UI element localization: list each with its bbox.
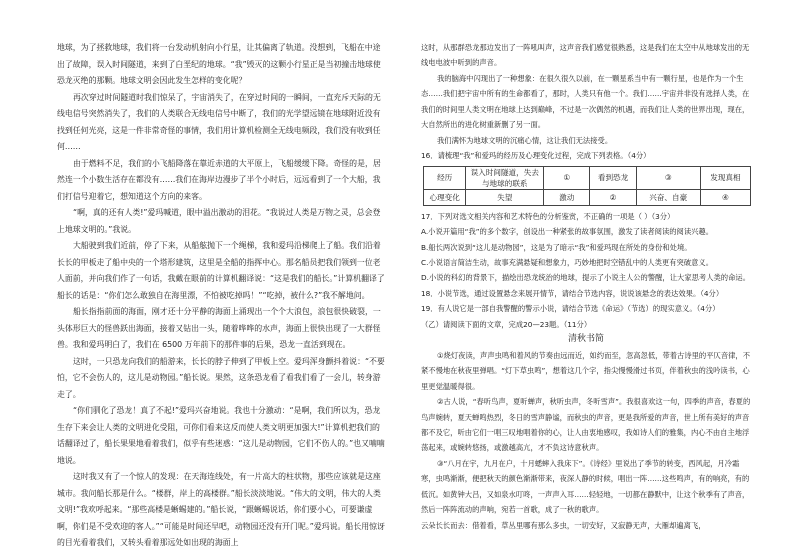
experience-table (423, 166, 751, 206)
paragraph: 船长指指前面的海面，刚才还十分平静的海面上涌现出一个个大浪包，浪包很快破裂，一头体形巨大的怪兽跃出海面，接着又钻出一头，随着哗哗的水声，海面上很快出现了一大群怪兽。我和爱玛明白了，我们在 6500 万年前下的那件事的后果，恐龙一直活到现在。 (57, 307, 381, 349)
paragraph: 云朵长长而去：借着看，草丛里哪有那么多虫，一切安好，又寂静无声，大雁却遍离飞， (421, 520, 706, 530)
paragraph: 我的脑海中闪现出了一种想象：在很久很久以前，在一颗星系当中有一颗行星，也是作为一个生态……我们把宇宙中所有的生命都看了，那时，人类只有他一个。我们……宇宙并非没有选择人类，在我们的时间里人类文明在地球上达到巅峰，不过是一次偶然的机遇，而我们让人类的世界出现，现在，大自然所出的进化树重新删了另一面。 (421, 73, 750, 130)
table-row (424, 189, 751, 205)
table-cell: ① (544, 166, 590, 189)
paragraph: 这时，从那群恐龙那边发出了一阵吼叫声，这声音我们感觉很熟悉，这是我们在太空中从地球发出的无线电电波中听到的声音。 (421, 43, 750, 68)
table-cell: 激动 (544, 189, 590, 205)
essay-title: 清秋书简 (567, 334, 604, 345)
table-cell: 发现真相 (700, 166, 750, 189)
table-cell: 经历 (424, 166, 466, 189)
table-cell: 失望 (466, 189, 544, 205)
option-a: A.小说开篇用“我”的多个数字，创设出一种紧张的故事氛围，激发了读者阅读的阅读兴趣。 (421, 227, 714, 237)
option-b: B.船长两次说到“这儿是动物园”，这是为了暗示“我”和爱玛现在所处的身份和处境。 (421, 242, 692, 252)
paragraph: 再次穿过时间隧道时我们惊呆了，宇宙消失了，在穿过时间的一瞬间，一直充斥天际的无线电信号突然消失了，我们的人类联合无线电信号中断了，我们的光学望远镜在地球附近没有找到任何光亮，这是一件非常奇怪的事情，我们用计算机检测全无线电频段，我们没有收到任何…… (57, 92, 381, 151)
option-c: C.小说语言简洁生动，故事充满悬疑和想象力，巧妙地把时空错乱中的人类更有突破意义。 (421, 257, 713, 267)
paragraph: “啊，真的还有人类!”爱玛喊道，眼中溢出激动的泪花。“我说过人类是万物之灵，总会登上地球文明的。”我说。 (57, 208, 381, 234)
paragraph: ③“八月在宇，九月在户，十月蟋蟀入我床下”。《诗经》里说出了季节的转变，西风起，月冷霜寒，虫鸣渐渐，便把秋天的颜色渐渐带来，夜深人静的时候，唱出一阵……这些鸣声，有的响亮，有的低沉。如黄钟大吕，又如泉水叮咚，一声声入耳……轻轻地，一切都在静默中，让这个秋季有了声音，然后一阵阵流动的声响，宛若一首歌，成了一秋的歌声。 (421, 458, 750, 515)
table-row (424, 166, 751, 189)
left-column (57, 40, 387, 552)
table-cell: 心理变化 (424, 189, 466, 205)
question-19: 19．有人说它是一部自我警醒的警示小说，请结合节选《命运》（节选）的现实意义。（4分） (421, 304, 720, 314)
table-cell: 误入时间隧道，失去与地球的联系 (466, 166, 544, 189)
table-cell: 兴奋、自豪 (636, 189, 700, 205)
question-16: 16．请梳理“我”和爱玛的经历及心理变化过程，完成下列表格。（4分） (421, 151, 651, 161)
paragraph: ②古人说，“春听鸟声，夏听蝉声，秋听虫声，冬听雪声”。我很喜欢这一句，四季的声音，春夏的鸟声婉转，夏天蝉鸣热烈，冬日的雪声静谧，而秋虫的声音，更是我所爱的声音，世上所有美好的声音都不及它，听由它们一唱三叹地唱着你的心，让人由衷地感叹，我如诗人们的雅集，内心不由自主地浮荡起来，或婉转悠扬，或激越高亢，才不负这诗意秋声。 (421, 397, 751, 453)
table-cell: ② (590, 189, 636, 205)
table-cell: ③ (636, 166, 700, 189)
right-column (421, 40, 751, 533)
paragraph: 地球，为了拯救地球，我们将一台发动机射向小行星，让其偏离了轨道。没想到，飞船在中途出了故障，误入时间隧道，来到了白垩纪的地球。“我”毁灭的这颗小行星正是当初撞击地球使恐龙灭绝的那颗。地球文明会因此发生怎样的变化呢？ (57, 43, 381, 85)
table-cell: 看到恐龙 (590, 166, 636, 189)
question-17: 17．下列对选文相关内容和艺术特色的分析鉴赏，不正确的一项是（ ）（3分） (421, 211, 675, 221)
table-cell: ④ (700, 189, 750, 205)
paragraph: 由于燃料不足，我们的小飞船降落在靠近赤道的大平原上，飞船缓缓下降。奇怪的是，居然连一个小数生活存在都没有……我们在海岸边漫步了半个小时后，远远看到了一个大船，我们打信号迎着它，想知道这个方向的来客。 (57, 158, 381, 201)
question-18: 18．小说节选，通过设置悬念来展开情节，请结合节选内容，说说该悬念的表达效果。（4分） (421, 288, 724, 298)
paragraph: 这时我又有了一个惊人的发现：在天海连线处，有一片高大的柱状物，那些应该就是这座城市。我问船长那是什么。“楼群，岸上的高楼群。”船长淡淡地说。“伟大的文明，伟大的人类文明!”我欢呼起来。“那些高楼是蜥蜴建的。”船长说，“跟蜥蜴说话，你们要小心，可要谦虚啊，你们是不受欢迎的客人。”“可能是时间还早吧，动物园还没有开门呢。”爱玛说。船长用惊讶的目光看着我们，又转头看着那远处如出现的海面上 (57, 472, 385, 547)
paragraph: 大船驶到我们近前，停了下来，从船舷抛下一个绳梯，我和爱玛沿梯爬上了船。我们沿着长长的甲板走了船中央的一个塔形建筑，这里是全船的指挥中心。那名船员把我们领到一位老人面前，并向我们作了一句话，我戴在眼前的计算机翻译说：“这是我们的船长。”计算机翻译了船长的话是：“你们怎么敢独自在海里漂，不怕被吃掉吗！”“吃掉，被什么?”我不解地问。 (57, 241, 385, 300)
option-d: D.小说的科幻的背景下，描绘出恐龙统治的地球，提示了小说主人公的警醒，让大家思考人类的命运。 (421, 273, 750, 283)
paragraph: “你们驯化了恐龙！真了不起!”爱玛兴奋地说。我也十分激动：“是啊，我们所以为，恐龙生存下来会让人类的文明进化受阻，可你们看来这反而使人类文明更加强大!”计算机把我们的话翻译过了，船长果果地看着我们，似乎有些迷惑：“这儿是动物园，它们不伤人的。”也又喃喃地说。 (57, 406, 385, 465)
paragraph: ①烧灯夜读，声声虫鸣和着风的节奏由远而近，如约而至，忽高忽低，带着古诗里的平仄音律，不紧不慢地在秋夜里弹唱。“灯下草虫鸣”，想着这几个字，指尖慢慢滑过书页，伴着秋虫的浅吟读书，心里更觉温暖得很。 (421, 350, 751, 391)
paragraph: 我们满怀为地球文明的沉痛心情，这让我们无法接受。 (437, 135, 613, 145)
paragraph: 这时，一只恐龙向我们的船游来，长长的脖子伸到了甲板上空。爱玛浑身颤抖着说：“不要怕，它不会伤人的，这儿是动物园。”船长说。果然，这条恐龙看了看我们看了一会儿，转身游走了。 (57, 356, 385, 399)
section-b-heading: （乙）请阅读下面的文章，完成20—23题。（11分） (421, 319, 592, 329)
